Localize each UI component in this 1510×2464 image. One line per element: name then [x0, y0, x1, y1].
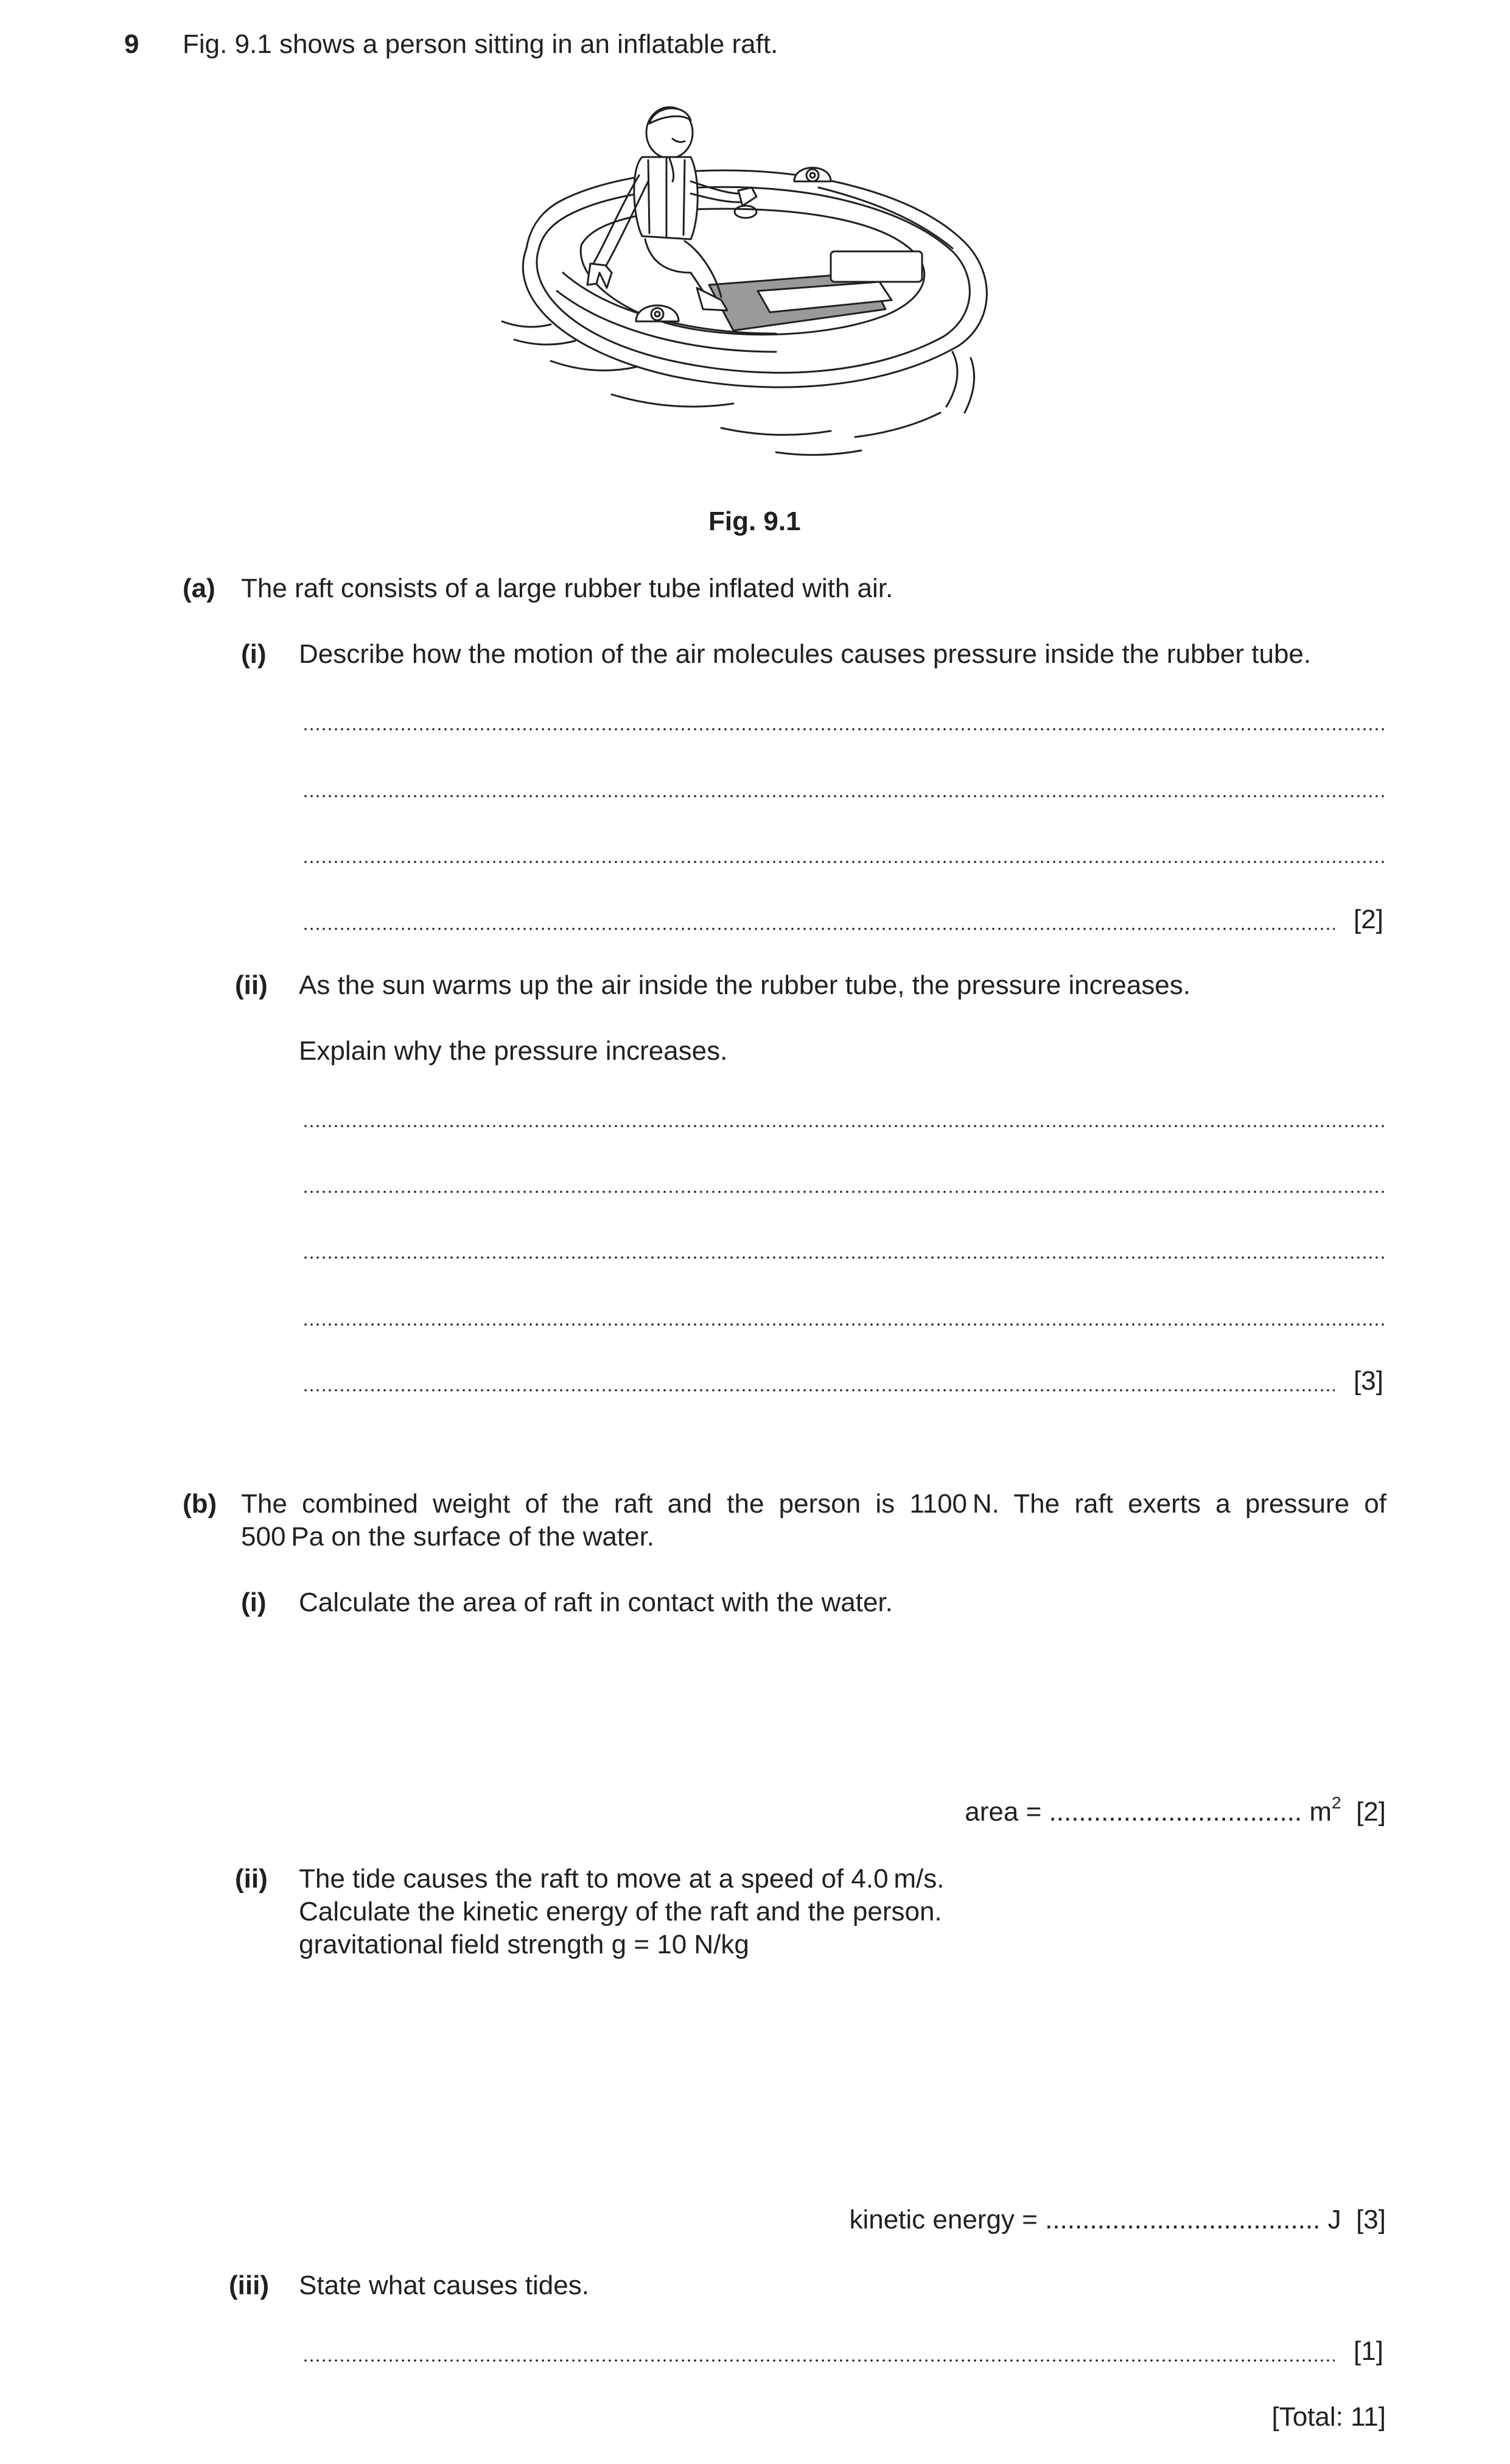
- part-b-text-line1: The combined weight of the raft and the person is 1100 N. The raft exerts a pressure of: [241, 1489, 1386, 1519]
- part-b-text-line2: 500 Pa on the surface of the water.: [241, 1522, 655, 1552]
- part-a-ii-text: As the sun warms up the air inside the rubber tube, the pressure increases.: [299, 970, 1190, 1000]
- answer-line[interactable]: [302, 861, 1386, 863]
- part-b-ii-line3: gravitational field strength g = 10 N/kg: [299, 1930, 749, 1959]
- part-a-i-text: Describe how the motion of the air molecules causes pressure inside the rubber tube.: [299, 639, 1312, 669]
- part-a-i-label: (i): [241, 639, 267, 669]
- ke-unit: J: [1327, 2205, 1341, 2235]
- figure-caption: Fig. 9.1: [708, 506, 801, 536]
- part-a-ii-text2: Explain why the pressure increases.: [299, 1036, 728, 1066]
- answer-line[interactable]: [302, 928, 1335, 930]
- answer-line[interactable]: [302, 1191, 1386, 1193]
- marks-a-ii: [3]: [1354, 1366, 1383, 1396]
- answer-line[interactable]: [302, 2359, 1335, 2362]
- part-b-i-text: Calculate the area of raft in contact with the water.: [299, 1587, 893, 1617]
- question-number: 9: [124, 29, 139, 59]
- marks-a-i: [2]: [1354, 905, 1383, 934]
- part-a-ii-label: (ii): [235, 970, 268, 1000]
- part-b-label: (b): [183, 1489, 217, 1519]
- area-unit-sup: 2: [1332, 1793, 1341, 1813]
- question-intro: Fig. 9.1 shows a person sitting in an inflatable raft.: [183, 29, 778, 59]
- answer-line[interactable]: [302, 1323, 1386, 1326]
- part-b-ii-label: (ii): [235, 1864, 268, 1894]
- area-answer[interactable]: [965, 1793, 1386, 1829]
- area-answer-label: area =: [965, 1797, 1049, 1827]
- answer-line[interactable]: [302, 1256, 1386, 1259]
- marks-b-i: [2]: [1356, 1797, 1386, 1827]
- raft-illustration: [490, 90, 1026, 467]
- part-b-i-label: (i): [241, 1587, 267, 1617]
- kinetic-energy-answer[interactable]: [849, 2203, 1386, 2236]
- answer-line[interactable]: [302, 795, 1386, 797]
- answer-line[interactable]: [302, 1389, 1335, 1391]
- part-b-iii-text: State what causes tides.: [299, 2270, 589, 2300]
- part-b-ii-line1: The tide causes the raft to move at a speed of 4.0 m/s.: [299, 1864, 945, 1894]
- ke-answer-dots[interactable]: .....................................: [1045, 2205, 1321, 2235]
- answer-line[interactable]: [302, 728, 1386, 730]
- part-b-iii-label: (iii): [229, 2270, 269, 2300]
- part-a-label: (a): [183, 573, 215, 603]
- ke-answer-label: kinetic energy =: [849, 2205, 1046, 2235]
- part-a-text: The raft consists of a large rubber tube inflated with air.: [241, 573, 893, 603]
- area-answer-dots[interactable]: ..................................: [1049, 1797, 1302, 1827]
- marks-b-iii: [1]: [1354, 2336, 1383, 2366]
- area-unit: m: [1309, 1797, 1332, 1827]
- part-b-ii-line2: Calculate the kinetic energy of the raft and the person.: [299, 1897, 942, 1927]
- answer-line[interactable]: [302, 1125, 1386, 1127]
- question-total: [Total: 11]: [1271, 2402, 1386, 2432]
- marks-b-ii: [3]: [1356, 2205, 1386, 2235]
